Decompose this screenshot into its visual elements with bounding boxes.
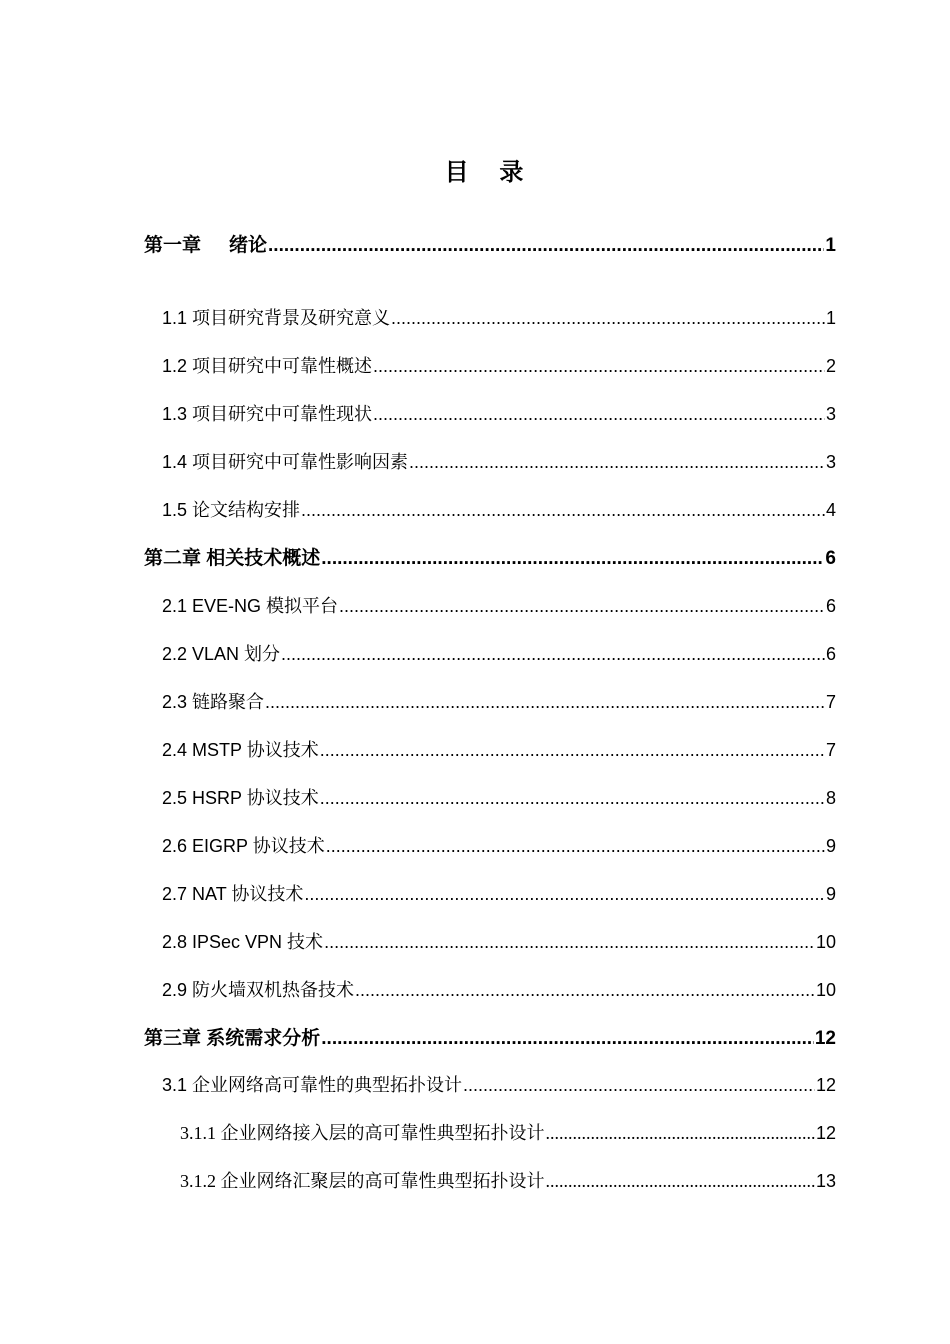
toc-entry-label: 2.9 防火墙双机热备技术 — [162, 980, 355, 1000]
toc-entry-label: 3.1.2 企业网络汇聚层的高可靠性典型拓扑设计 — [180, 1171, 545, 1191]
toc-entry-2-9[interactable] — [162, 976, 836, 1002]
toc-entry-label: 第二章 相关技术概述 — [144, 548, 321, 569]
leader-dots — [373, 356, 825, 377]
toc-entry-label: 2.7 NAT 协议技术 — [162, 884, 304, 904]
toc-entry-label: 2.2 VLAN 划分 — [162, 644, 281, 664]
toc-page-number: 6 — [825, 596, 836, 616]
toc-page-number: 9 — [825, 884, 836, 904]
toc-entry-chapter-2[interactable] — [144, 543, 836, 570]
toc-page-number: 3 — [825, 452, 836, 472]
leader-dots — [546, 1123, 815, 1144]
toc-entry-2-5[interactable] — [162, 784, 836, 810]
toc-entry-1-3[interactable] — [162, 400, 836, 426]
toc-entry-label: 1.1 项目研究背景及研究意义 — [162, 308, 391, 328]
toc-page-number: 12 — [815, 1123, 836, 1143]
toc-entry-2-6[interactable] — [162, 832, 836, 858]
toc-page-number: 12 — [814, 1028, 836, 1049]
leader-dots — [320, 740, 825, 761]
leader-dots — [463, 1075, 815, 1096]
toc-entry-label: 1.4 项目研究中可靠性影响因素 — [162, 452, 409, 472]
toc-entry-2-1[interactable] — [162, 592, 836, 618]
toc-page-number: 6 — [825, 548, 836, 569]
toc-entry-label: 1.2 项目研究中可靠性概述 — [162, 356, 373, 376]
toc-entry-1-2[interactable] — [162, 352, 836, 378]
leader-dots — [409, 452, 825, 473]
toc-entry-2-3[interactable] — [162, 688, 836, 714]
toc-page-number: 2 — [825, 356, 836, 376]
toc-entry-1-4[interactable] — [162, 448, 836, 474]
leader-dots — [301, 500, 825, 521]
toc-page-number: 3 — [825, 404, 836, 424]
toc-entry-3-1[interactable] — [162, 1071, 836, 1097]
toc-entry-1-1[interactable] — [162, 304, 836, 330]
toc-entry-label: 3.1.1 企业网络接入层的高可靠性典型拓扑设计 — [180, 1123, 545, 1143]
leader-dots — [355, 980, 815, 1001]
toc-entry-label: 2.8 IPSec VPN 技术 — [162, 932, 324, 952]
toc-page-number: 8 — [825, 788, 836, 808]
toc-entry-label: 3.1 企业网络高可靠性的典型拓扑设计 — [162, 1075, 463, 1095]
toc-page-number: 7 — [825, 692, 836, 712]
toc-entry-2-2[interactable] — [162, 640, 836, 666]
leader-dots — [268, 235, 824, 257]
toc-entry-label: 1.5 论文结构安排 — [162, 500, 301, 520]
toc-page-number: 4 — [825, 500, 836, 520]
toc-entry-label: 第三章 系统需求分析 — [144, 1028, 321, 1049]
toc-entry-label: 2.5 HSRP 协议技术 — [162, 788, 319, 808]
leader-dots — [321, 1028, 814, 1050]
toc-entry-2-4[interactable] — [162, 736, 836, 762]
toc-page-number: 9 — [825, 836, 836, 856]
toc-title: 目 录 — [444, 159, 536, 186]
toc-entry-3-1-1[interactable] — [180, 1119, 836, 1145]
toc-page-number: 1 — [825, 308, 836, 328]
toc-entry-1-5[interactable] — [162, 496, 836, 522]
leader-dots — [339, 596, 825, 617]
toc-entry-chapter-3[interactable] — [144, 1023, 836, 1050]
toc-page-number: 12 — [815, 1075, 836, 1095]
leader-dots — [391, 308, 825, 329]
toc-page-number: 13 — [815, 1171, 836, 1191]
toc-entry-2-8[interactable] — [162, 928, 836, 954]
toc-entry-label: 第一章 绪论 — [144, 235, 268, 256]
leader-dots — [324, 932, 815, 953]
leader-dots — [265, 692, 825, 713]
leader-dots — [304, 884, 825, 905]
toc-entry-chapter-1[interactable] — [144, 230, 836, 257]
leader-dots — [373, 404, 825, 425]
leader-dots — [321, 548, 824, 570]
toc-entry-3-1-2[interactable] — [180, 1167, 836, 1193]
toc-entry-label: 2.6 EIGRP 协议技术 — [162, 836, 325, 856]
toc-page-number: 7 — [825, 740, 836, 760]
toc-page-number: 10 — [815, 980, 836, 1000]
toc-entry-label: 2.1 EVE-NG 模拟平台 — [162, 596, 339, 616]
toc-page-number: 10 — [815, 932, 836, 952]
leader-dots — [546, 1171, 815, 1192]
toc-page-number: 1 — [825, 235, 836, 256]
leader-dots — [320, 788, 825, 809]
toc-entry-label: 2.4 MSTP 协议技术 — [162, 740, 319, 760]
leader-dots — [281, 644, 825, 665]
toc-page-number: 6 — [825, 644, 836, 664]
toc-entry-label: 1.3 项目研究中可靠性现状 — [162, 404, 373, 424]
toc-entry-label: 2.3 链路聚合 — [162, 692, 265, 712]
leader-dots — [326, 836, 825, 857]
toc-entry-2-7[interactable] — [162, 880, 836, 906]
